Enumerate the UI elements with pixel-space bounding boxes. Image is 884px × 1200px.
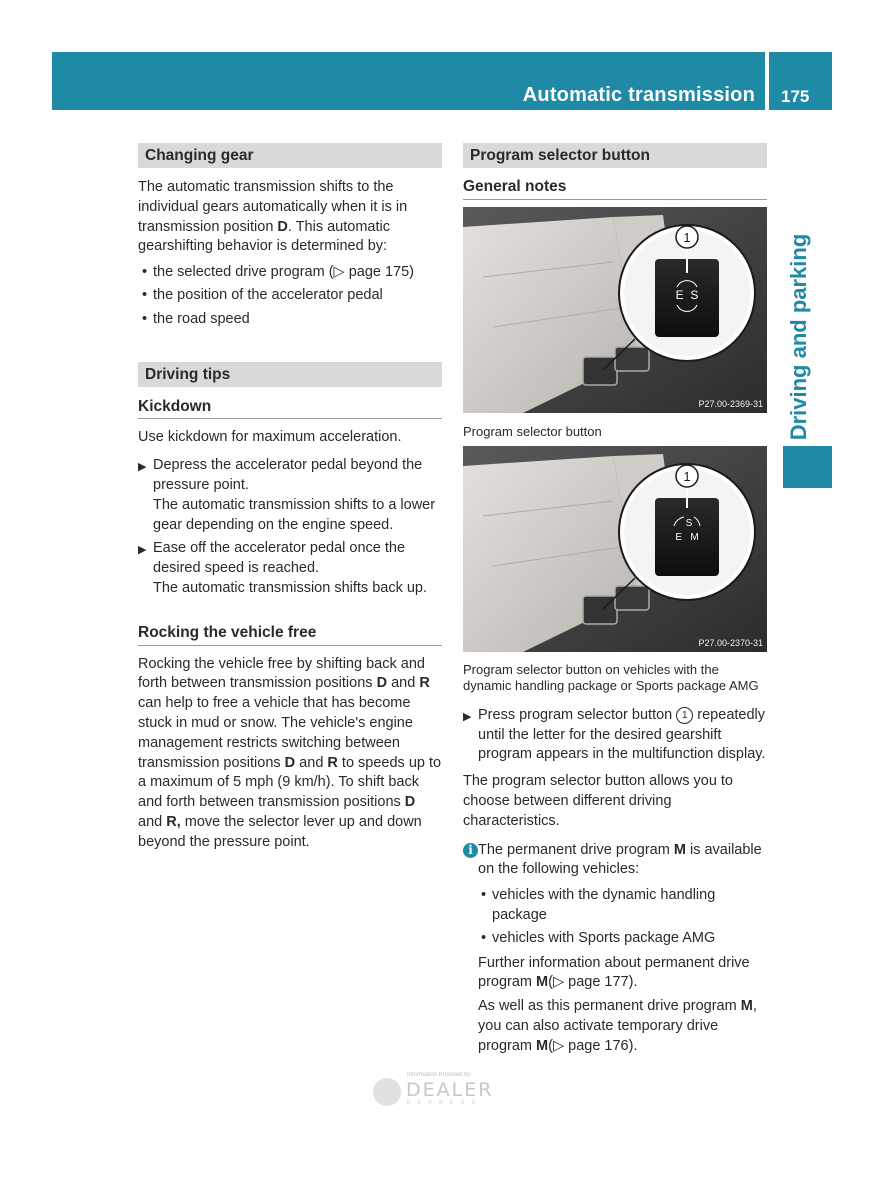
action-arrow-icon: ▶ bbox=[138, 544, 147, 557]
action-arrow-icon: ▶ bbox=[138, 461, 147, 474]
section-heading-driving-tips: Driving tips bbox=[138, 362, 442, 387]
subheading-rocking: Rocking the vehicle free bbox=[138, 623, 442, 646]
watermark-subtitle: E X P R E S S bbox=[407, 1100, 478, 1106]
action-step: ▶ Ease off the accelerator pedal once the desired speed is reached. The automatic transmission shifts back up. bbox=[138, 540, 428, 596]
action-arrow-icon: ▶ bbox=[463, 710, 472, 723]
dealer-watermark bbox=[373, 1070, 513, 1110]
info-temporary: As well as this permanent drive program M, you can also activate temporary drive program M(▷ page 176). bbox=[478, 998, 757, 1054]
info-icon: i bbox=[463, 843, 478, 858]
subheading-general-notes: General notes bbox=[463, 177, 767, 200]
action-step: ▶ Press program selector button 1 repeatedly until the letter for the desired gearshift program appears in the multifunction display. bbox=[463, 706, 766, 763]
figure-code: P27.00-2370-31 bbox=[698, 637, 763, 648]
page-title: Automatic transmission bbox=[522, 84, 755, 106]
watermark-brand: DEALER bbox=[406, 1079, 494, 1101]
figure-caption: Program selector button bbox=[463, 423, 602, 439]
callout-number-inline: 1 bbox=[676, 707, 693, 724]
changing-gear-intro: The automatic transmission shifts to the individual gears automatically when it is in transmission position D. This automatic gearshifting behavior is determined by: bbox=[138, 179, 408, 255]
page-number-box bbox=[769, 52, 832, 110]
figure-program-selector-dynamic bbox=[463, 446, 767, 652]
figure-program-selector bbox=[463, 207, 767, 413]
program-selector-photo-dynamic bbox=[463, 446, 767, 652]
changing-gear-list bbox=[138, 263, 442, 329]
side-tab-label: Driving and parking bbox=[786, 233, 811, 441]
section-heading-program-selector: Program selector button bbox=[463, 143, 767, 168]
list-item: • the position of the accelerator pedal bbox=[138, 286, 442, 306]
side-tab-marker bbox=[783, 446, 832, 488]
button-letter-top: S bbox=[685, 517, 693, 529]
side-tab bbox=[775, 232, 823, 442]
subheading-kickdown: Kickdown bbox=[138, 397, 442, 420]
header-bar bbox=[52, 52, 765, 110]
figure-code: P27.00-2369-31 bbox=[698, 398, 763, 409]
action-step: ▶ Depress the accelerator pedal beyond the pressure point. The automatic transmission shifts to a lower gear depending on the engine speed. bbox=[138, 457, 436, 533]
figure-caption: Program selector button on vehicles with the dynamic handling package or Sports package AMG bbox=[463, 661, 759, 693]
left-column bbox=[138, 143, 442, 853]
list-item: • the selected drive program (▷ page 175) bbox=[138, 263, 442, 283]
watermark-caption: Information Provided by: bbox=[407, 1072, 473, 1078]
info-note: i The permanent drive program M is available on the following vehicles: • vehicles with the dynamic handling package • vehicles with Sports package AMG Further information about permanent drive program M(▷ page 177). As well as this permanent drive program M, you can also activate temporary drive program M(▷ page 176). bbox=[463, 841, 767, 1057]
page-number: 175 bbox=[781, 87, 810, 106]
section-heading-changing-gear: Changing gear bbox=[138, 143, 442, 168]
list-item: • vehicles with Sports package AMG bbox=[478, 929, 767, 949]
button-letters: E M bbox=[675, 531, 699, 543]
callout-number: 1 bbox=[683, 229, 691, 245]
kickdown-intro: Use kickdown for maximum acceleration. bbox=[138, 429, 402, 446]
info-further: Further information about permanent drive program M(▷ page 177). bbox=[478, 954, 750, 991]
program-selector-photo bbox=[463, 207, 767, 413]
right-column bbox=[463, 143, 767, 1057]
dealer-logo-icon bbox=[373, 1078, 401, 1106]
button-letters: E S bbox=[675, 287, 699, 302]
rocking-paragraph: Rocking the vehicle free by shifting back and forth between transmission positions D and R can help to free a vehicle that has become stuck in mud or snow. The vehicle's engine management restricts switching between transmission positions D and R to speeds up to a maximum of 5 mph (9 km/h). To shift back and forth between transmission positions D and R, move the selector lever up and down beyond the pressure point. bbox=[138, 655, 442, 850]
callout-number: 1 bbox=[683, 468, 691, 484]
program-selector-paragraph: The program selector button allows you to choose between different driving characteristics. bbox=[463, 773, 733, 829]
list-item: • the road speed bbox=[138, 310, 442, 330]
list-item: • vehicles with the dynamic handling package bbox=[478, 886, 767, 926]
